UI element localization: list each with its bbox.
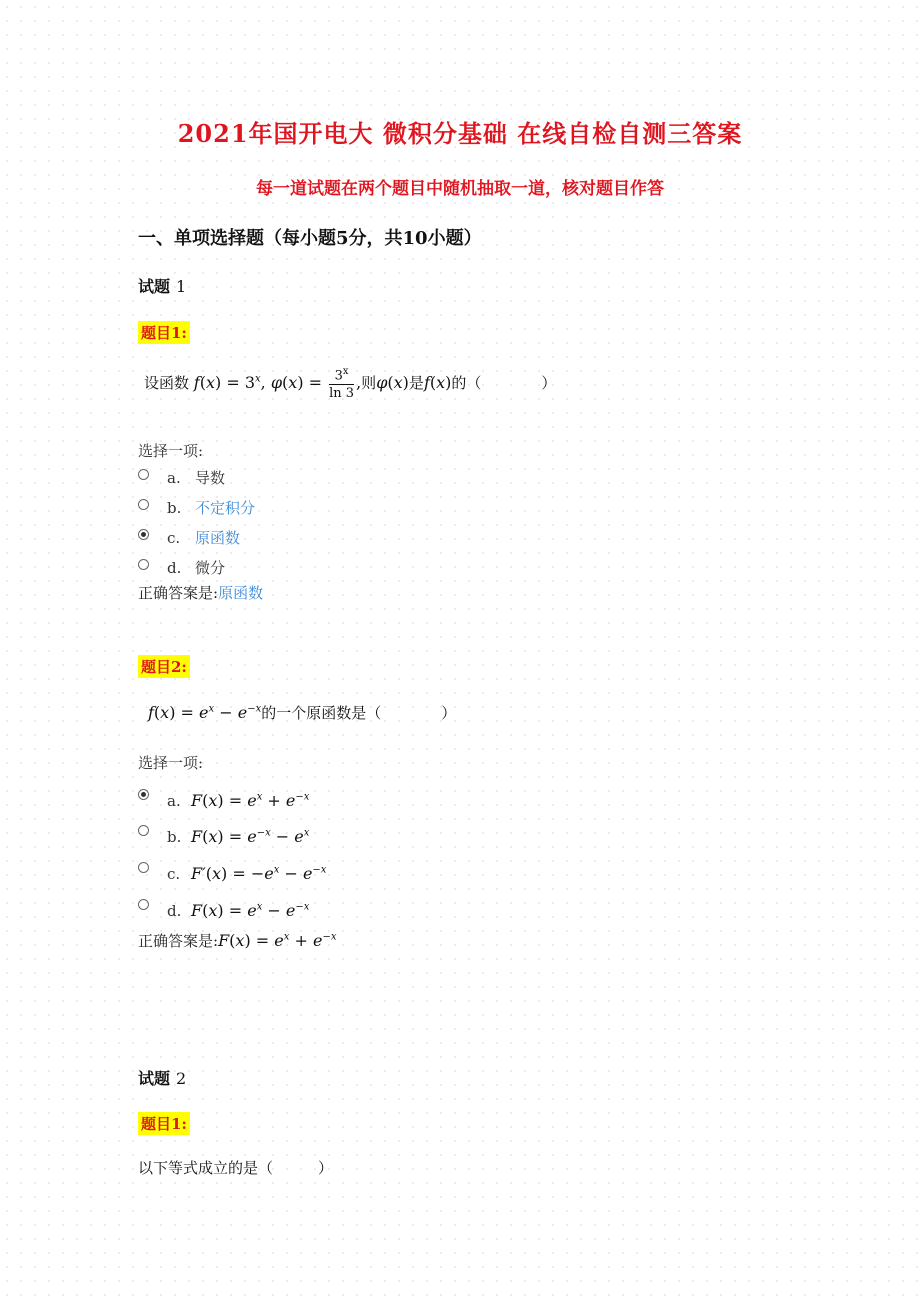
option-b[interactable]: b. $F(x) = e^{-x} - e^x$ xyxy=(138,816,309,840)
question-stem xyxy=(148,702,456,723)
question-group-label: 试题 xyxy=(138,277,171,296)
radio-unchecked-icon[interactable] xyxy=(138,862,149,873)
question-tag: 题目2: xyxy=(138,655,190,678)
question-group-label: 试题 xyxy=(138,1069,171,1088)
math-formula: $F(x) = e^{-x} - e^x$ xyxy=(191,827,310,846)
question-stem: 以下等式成立的是（ ） xyxy=(138,1159,334,1177)
radio-unchecked-icon[interactable] xyxy=(138,899,149,910)
correct-answer: 正确答案是:原函数 xyxy=(138,584,264,602)
question-group-number: 1 xyxy=(176,277,187,296)
correct-answer-value: 原函数 xyxy=(218,584,264,602)
question-group-2 xyxy=(138,1066,186,1089)
radio-checked-icon[interactable] xyxy=(138,529,149,540)
math-formula: $f(x) = 3^x$, φ(x) = $\frac{3^x}{\ln 3}$ , xyxy=(193,366,362,402)
choose-one-label: 选择一项: xyxy=(138,754,204,772)
stem-text-prefix: 设函数 xyxy=(144,374,190,393)
option-c[interactable]: c. 原函数 xyxy=(138,527,240,551)
math-formula: $F(x) = e^x - e^{-x}$ xyxy=(191,901,310,920)
radio-unchecked-icon[interactable] xyxy=(138,469,149,480)
radio-unchecked-icon[interactable] xyxy=(138,825,149,836)
option-a[interactable]: a. 导数 xyxy=(138,467,225,491)
question-stem: 设函数 $f(x) = 3^x$, φ(x) = $\frac{3^x}{\ln 3}$ ,则φ(x)是f(x)的（ ） xyxy=(144,366,557,402)
option-b[interactable]: b. 不定积分 xyxy=(138,497,255,521)
question-group-number: 2 xyxy=(176,1069,187,1088)
section-heading: 一、单项选择题（每小题5分，共10小题） xyxy=(138,228,482,249)
option-c[interactable]: c. $F'(x) = -e^x - e^{-x}$ xyxy=(138,853,326,877)
document-subtitle: 每一道试题在两个题目中随机抽取一道，核对题目作答 xyxy=(256,179,664,199)
question-tag: 题目1: xyxy=(138,1112,190,1135)
option-d[interactable]: d. 微分 xyxy=(138,557,225,581)
stem-text-end: 的（ ） xyxy=(451,374,557,393)
math-formula: $f(x) = e^x - e^{-x}$ xyxy=(148,703,262,722)
choose-one-label: 选择一项: xyxy=(138,442,204,460)
question-group-1 xyxy=(138,274,186,297)
math-formula: $F'(x) = -e^x - e^{-x}$ xyxy=(191,864,327,883)
radio-unchecked-icon[interactable] xyxy=(138,559,149,570)
radio-unchecked-icon[interactable] xyxy=(138,499,149,510)
correct-answer: 正确答案是:F(x) = $e^x + e^{-x}$ xyxy=(138,931,337,950)
radio-checked-icon[interactable] xyxy=(138,789,149,800)
math-formula: $F(x) = e^x + e^{-x}$ xyxy=(191,791,310,810)
document-title: 2021年国开电大 微积分基础 在线自检自测三答案 xyxy=(177,119,743,148)
stem-text-end: 的一个原函数是（ ） xyxy=(261,704,457,722)
question-tag: 题目1: xyxy=(138,321,190,344)
option-a[interactable]: a. $F(x) = e^x + e^{-x}$ xyxy=(138,780,309,804)
option-d[interactable]: d. $F(x) = e^x - e^{-x}$ xyxy=(138,890,309,914)
math-formula: $F(x) = e^x + e^{-x}$ xyxy=(218,931,337,950)
